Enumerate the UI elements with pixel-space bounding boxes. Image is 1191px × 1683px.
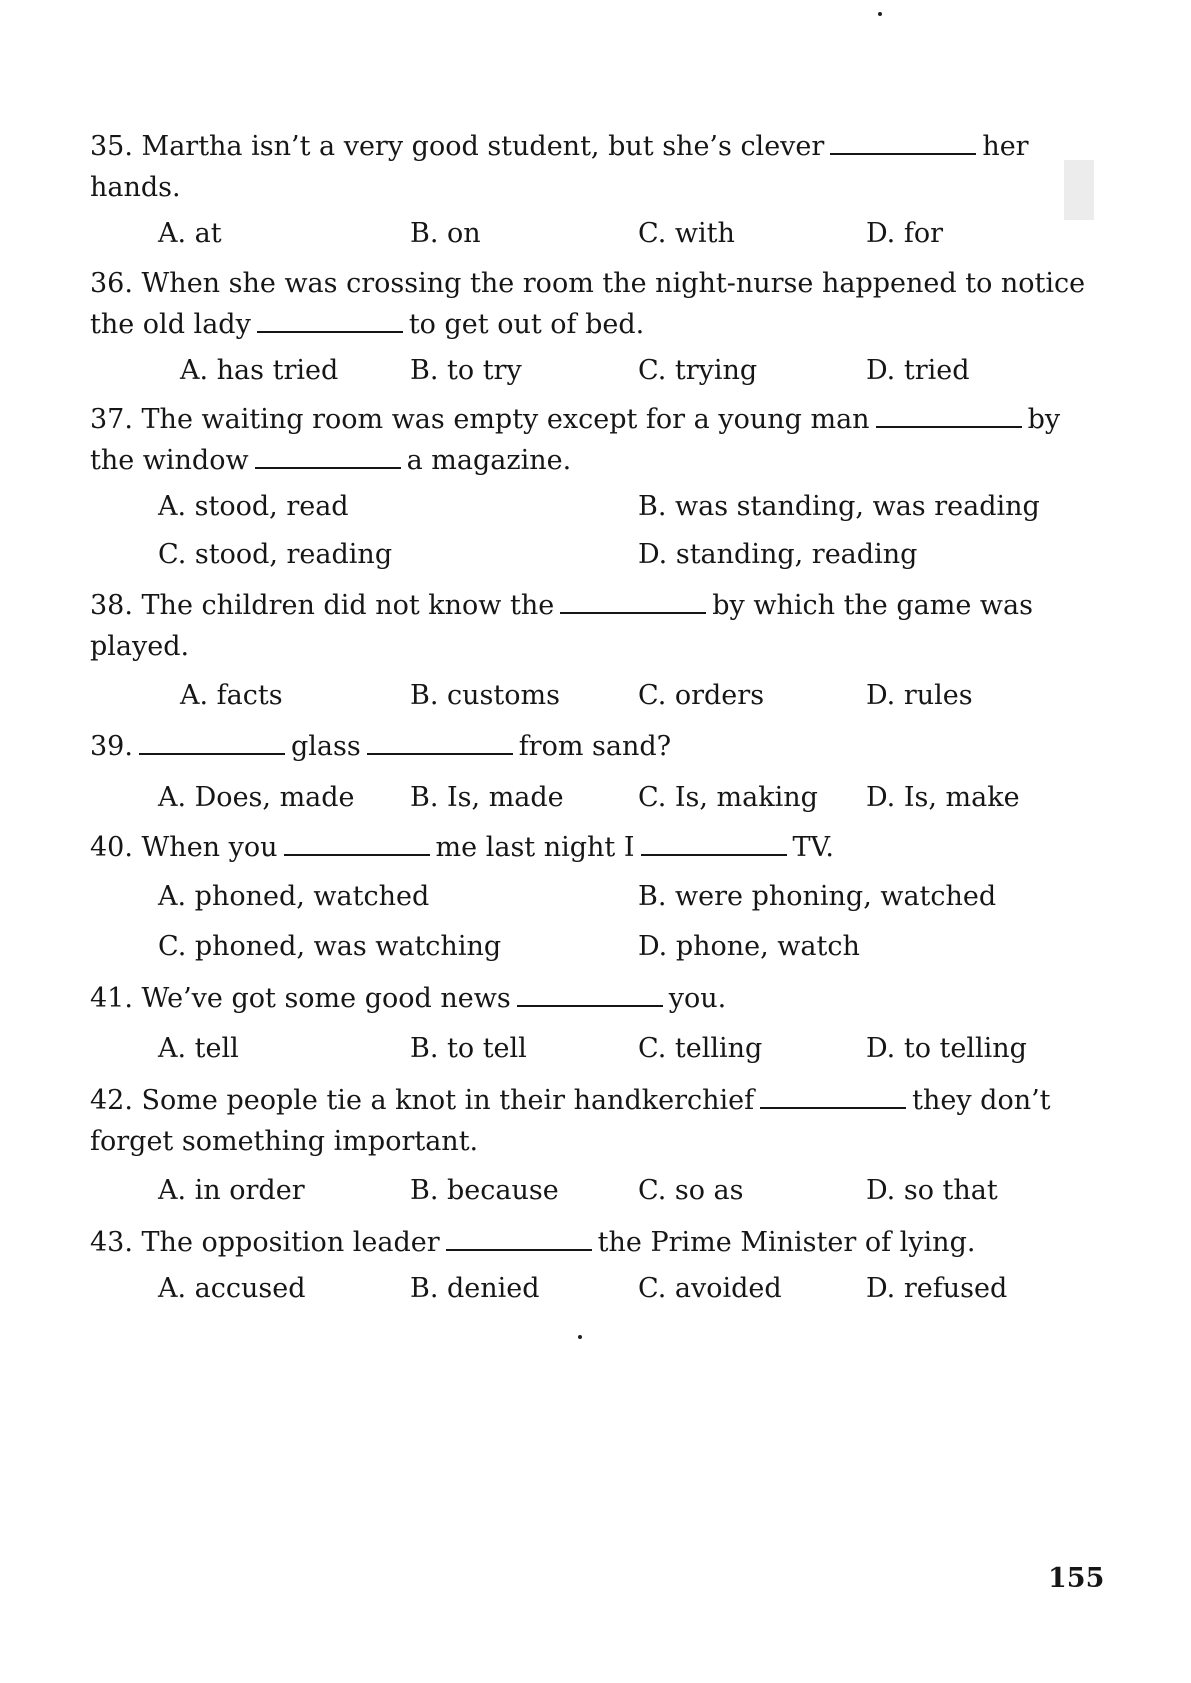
question-text: her hands. [90, 131, 1029, 203]
question-text: TV. [792, 832, 834, 863]
option-c: C. avoided [638, 1273, 782, 1304]
answer-blank [830, 152, 976, 155]
option-b: B. Is, made [410, 782, 564, 813]
option-d: D. so that [866, 1175, 998, 1206]
question-number: 42. [90, 1085, 133, 1116]
option-b: B. was standing, was reading [638, 491, 1040, 522]
question-text: glass [290, 731, 361, 762]
question-text: by which the game was played. [90, 590, 1033, 662]
question-41 [90, 978, 1100, 1019]
question-text: The waiting room was empty except for a young man [141, 404, 870, 435]
answer-blank [517, 1004, 663, 1007]
answer-blank [257, 330, 403, 333]
option-c: C. with [638, 218, 735, 249]
option-a: A. facts [180, 680, 283, 711]
scan-speck [878, 12, 882, 16]
option-c: C. stood, reading [158, 539, 393, 570]
page-number: 155 [1048, 1563, 1105, 1594]
question-number: 36. [90, 268, 133, 299]
answer-blank [760, 1106, 906, 1109]
question-text: Some people tie a knot in their handkerchief [141, 1085, 755, 1116]
question-text: to get out of bed. [408, 309, 645, 340]
question-number: 37. [90, 404, 133, 435]
answer-blank [446, 1248, 592, 1251]
option-b: B. to try [410, 355, 522, 386]
question-text: by the window [90, 404, 1061, 476]
option-b: B. denied [410, 1273, 540, 1304]
question-text: When you [141, 832, 278, 863]
option-b: B. customs [410, 680, 560, 711]
question-37 [90, 399, 1100, 481]
answer-blank [876, 425, 1022, 428]
option-d: D. to telling [866, 1033, 1027, 1064]
question-text: the Prime Minister of lying. [597, 1227, 976, 1258]
option-d: D. standing, reading [638, 539, 918, 570]
question-number: 41. [90, 983, 133, 1014]
option-d: D. phone, watch [638, 931, 860, 962]
option-a: A. tell [158, 1033, 239, 1064]
option-c: C. trying [638, 355, 758, 386]
option-c: C. telling [638, 1033, 763, 1064]
option-b: B. were phoning, watched [638, 881, 997, 912]
scan-speck [578, 1335, 582, 1339]
question-42 [90, 1080, 1100, 1162]
question-text: The children did not know the [141, 590, 555, 621]
option-a: A. in order [158, 1175, 305, 1206]
question-35 [90, 126, 1100, 208]
option-c: C. phoned, was watching [158, 931, 502, 962]
question-text: from sand? [518, 731, 672, 762]
answer-blank [641, 853, 787, 856]
question-text: they don’t forget something important. [90, 1085, 1051, 1157]
option-b: B. on [410, 218, 481, 249]
option-d: D. tried [866, 355, 970, 386]
option-b: B. to tell [410, 1033, 527, 1064]
option-a: A. stood, read [158, 491, 349, 522]
option-c: C. so as [638, 1175, 744, 1206]
question-text: Martha isn’t a very good student, but she’s clever [141, 131, 825, 162]
answer-blank [139, 752, 285, 755]
question-number: 38. [90, 590, 133, 621]
answer-blank [284, 853, 430, 856]
question-number: 40. [90, 832, 133, 863]
question-text: a magazine. [406, 445, 572, 476]
question-39 [90, 726, 1100, 767]
question-number: 35. [90, 131, 133, 162]
question-text: We’ve got some good news [141, 983, 511, 1014]
answer-blank [560, 611, 706, 614]
answer-blank [255, 466, 401, 469]
option-d: D. Is, make [866, 782, 1020, 813]
question-text: you. [668, 983, 727, 1014]
question-40 [90, 827, 1100, 868]
question-text: me last night I [435, 832, 635, 863]
question-36 [90, 263, 1100, 345]
option-b: B. because [410, 1175, 559, 1206]
option-a: A. at [158, 218, 222, 249]
question-number: 43. [90, 1227, 133, 1258]
option-a: A. accused [158, 1273, 306, 1304]
option-c: C. orders [638, 680, 765, 711]
question-number: 39. [90, 731, 133, 762]
question-38 [90, 585, 1100, 667]
question-43 [90, 1222, 1100, 1263]
option-d: D. for [866, 218, 944, 249]
question-text: The opposition leader [141, 1227, 440, 1258]
option-c: C. Is, making [638, 782, 818, 813]
option-a: A. has tried [180, 355, 339, 386]
question-text: When she was crossing the room the night-nurse happened to notice the old lady [90, 268, 1086, 340]
option-d: D. refused [866, 1273, 1008, 1304]
option-a: A. Does, made [158, 782, 355, 813]
option-d: D. rules [866, 680, 973, 711]
answer-blank [367, 752, 513, 755]
option-a: A. phoned, watched [158, 881, 430, 912]
